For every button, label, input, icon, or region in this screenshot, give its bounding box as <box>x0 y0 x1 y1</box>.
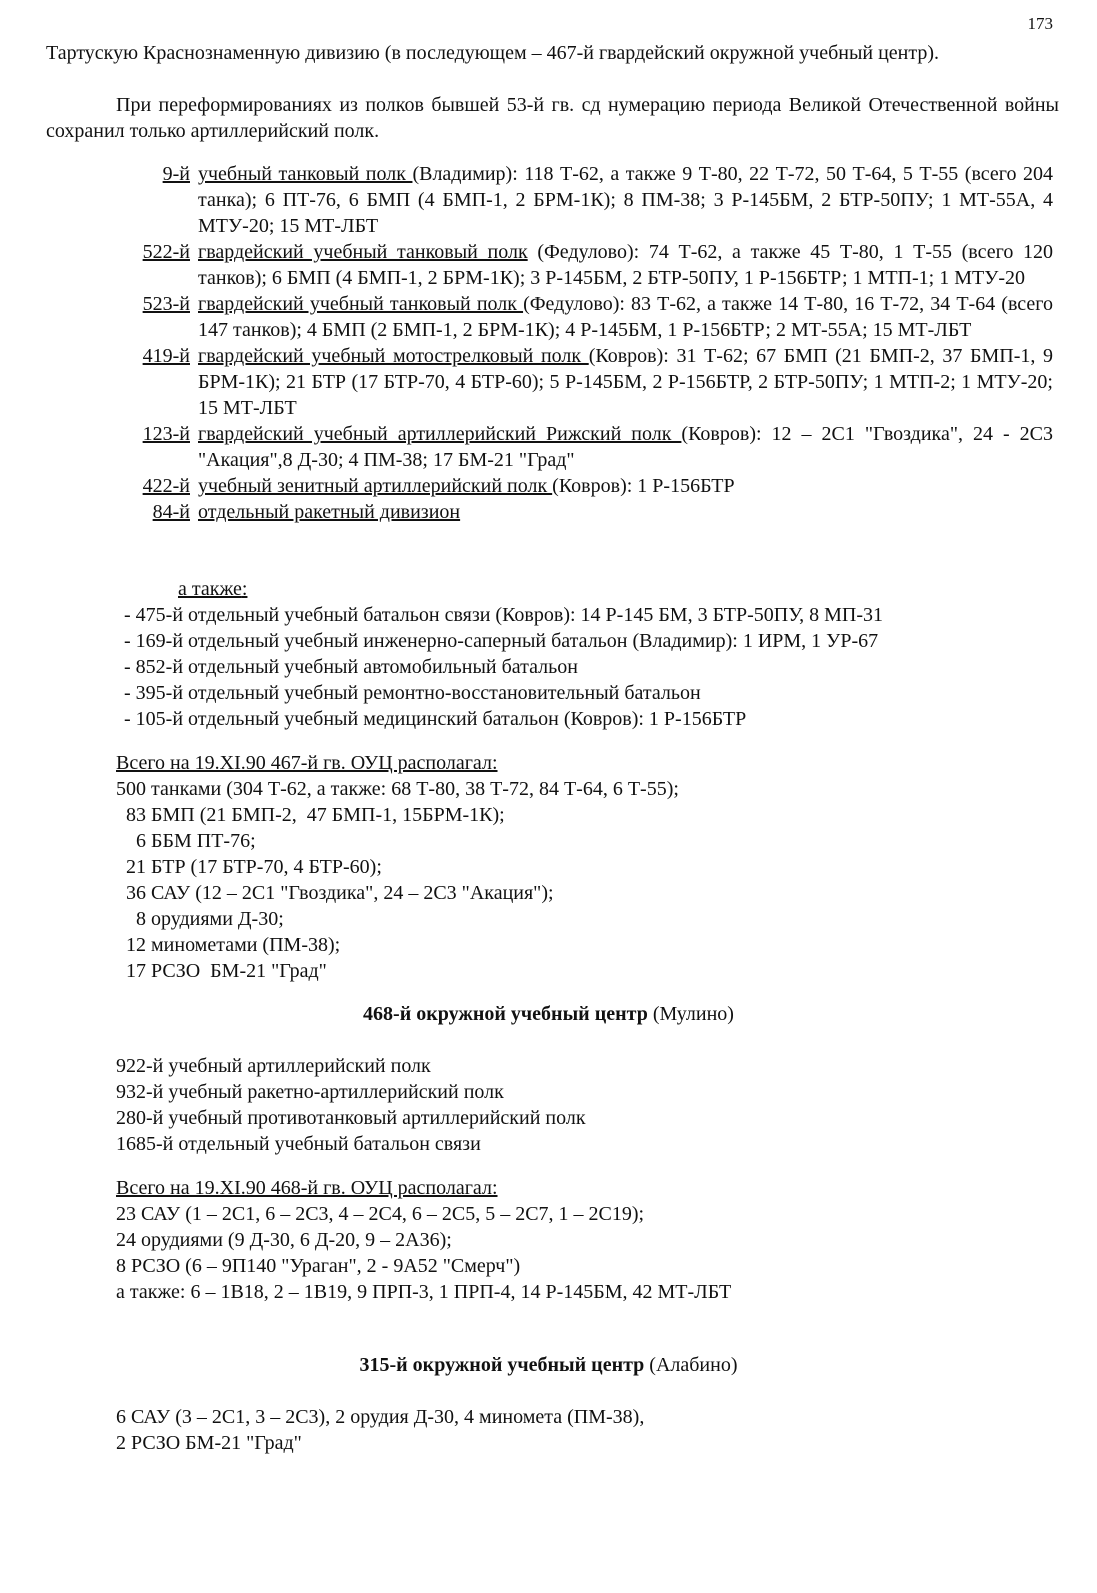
page-number: 173 <box>1027 14 1053 33</box>
summary-line: а также: 6 – 1В18, 2 – 1В19, 9 ПРП-3, 1 ПРП-4, 14 Р-145БМ, 42 МТ-ЛБТ <box>116 1281 732 1303</box>
summary-line: 2 РСЗО БМ-21 "Град" <box>116 1432 302 1454</box>
regiment-title: учебный танковый полк <box>198 163 413 185</box>
regiment-title: гвардейский учебный танковый полк <box>198 241 528 263</box>
regiment-item <box>120 291 1053 343</box>
summary-heading: Всего на 19.XI.90 467-й гв. ОУЦ располагал: <box>116 752 498 774</box>
summary-line: 6 ББМ ПТ-76; <box>116 830 256 852</box>
also-list <box>124 602 1057 732</box>
list-item: - 475-й отдельный учебный батальон связи (Ковров): 14 Р-145 БМ, 3 БТР-50ПУ, 8 МП-31 <box>124 604 884 626</box>
regiment-title: гвардейский учебный артиллерийский Рижский полк <box>198 423 682 445</box>
regiment-number: 422-й <box>142 475 190 497</box>
units-468 <box>116 1053 1057 1157</box>
regiment-number: 123-й <box>142 423 190 445</box>
regiment-number: 9-й <box>162 163 190 185</box>
list-item: 280-й учебный противотанковый артиллерийский полк <box>116 1107 586 1129</box>
regiment-details: (Ковров): 12 – 2С1 "Гвоздика", 24 - 2С3 "Акация",8 Д-30; 4 ПМ-38; 17 БМ-21 "Град" <box>198 423 1053 471</box>
regiment-title: отдельный ракетный дивизион <box>198 501 461 523</box>
summary-line: 36 САУ (12 – 2С1 "Гвоздика", 24 – 2С3 "Акация"); <box>116 882 554 904</box>
summary-heading: Всего на 19.XI.90 468-й гв. ОУЦ располагал: <box>116 1177 498 1199</box>
regiment-title: гвардейский учебный танковый полк <box>198 293 524 315</box>
summary-468 <box>116 1175 1057 1305</box>
summary-line: 83 БМП (21 БМП-2, 47 БМП-1, 15БРМ-1К); <box>116 804 505 826</box>
intro-paragraph-1: Тартускую Краснознаменную дивизию (в последующем – 467-й гвардейский окружной учебный центр). <box>46 42 940 64</box>
regiment-item <box>120 239 1053 291</box>
regiment-details: (Ковров): 31 Т-62; 67 БМП (21 БМП-2, 37 БМП-1, 9 БРМ-1К); 21 БТР (17 БТР-70, 4 БТР-60); 5 Р-145БМ, 2 Р-156БТР, 2 БТР-50ПУ; 1 МТП-2; 1 МТУ-20; 15 МТ-ЛБТ <box>198 345 1053 419</box>
list-item: - 169-й отдельный учебный инженерно-саперный батальон (Владимир): 1 ИРМ, 1 УР-67 <box>124 630 879 652</box>
list-item: 932-й учебный ракетно-артиллерийский полк <box>116 1081 504 1103</box>
regiment-item <box>120 343 1053 421</box>
regiment-details: (Федулово): 83 Т-62, а также 14 Т-80, 16 Т-72, 34 Т-64 (всего 147 танков); 4 БМП (2 БМП-1, 2 БРМ-1К); 4 Р-145БМ, 1 Р-156БТР; 2 МТ-55А; 15 МТ-ЛБТ <box>198 293 1053 341</box>
list-item: - 105-й отдельный учебный медицинский батальон (Ковров): 1 Р-156БТР <box>124 708 747 730</box>
list-item: 1685-й отдельный учебный батальон связи <box>116 1133 481 1155</box>
summary-line: 12 минометами (ПМ-38); <box>116 934 341 956</box>
summary-line: 6 САУ (3 – 2С1, 3 – 2С3), 2 орудия Д-30, 4 миномета (ПМ-38), <box>116 1406 645 1428</box>
regiment-details: (Ковров): 1 Р-156БТР <box>552 475 735 497</box>
regiment-item <box>120 421 1053 473</box>
regiment-number: 84-й <box>152 501 190 523</box>
regiment-item <box>120 499 1053 525</box>
list-item: 922-й учебный артиллерийский полк <box>116 1055 431 1077</box>
regiment-title: гвардейский учебный мотострелковый полк <box>198 345 589 367</box>
summary-line: 8 орудиями Д-30; <box>116 908 284 930</box>
regiment-number: 523-й <box>142 293 190 315</box>
regiment-details: (Федулово): 74 Т-62, а также 45 Т-80, 1 Т-55 (всего 120 танков); 6 БМП (4 БМП-1, 2 БРМ-1К); 3 Р-145БМ, 2 БТР-50ПУ, 1 Р-156БТР; 1 МТП-1; 1 МТУ-20 <box>198 241 1053 289</box>
regiment-details: (Владимир): 118 Т-62, а также 9 Т-80, 22 Т-72, 50 Т-64, 5 Т-55 (всего 204 танка); 6 ПТ-76, 6 БМП (4 БМП-1, 2 БРМ-1К); 8 ПМ-38; 3 Р-145БМ, 2 БТР-50ПУ; 1 МТ-55А, 4 МТУ-20; 15 МТ-ЛБТ <box>198 163 1053 237</box>
intro-paragraph-2: При переформированиях из полков бывшей 53-й гв. сд нумерацию периода Великой Отечественной войны сохранил только артиллерийский полк. <box>46 94 1059 142</box>
summary-line: 23 САУ (1 – 2С1, 6 – 2С3, 4 – 2С4, 6 – 2С5, 5 – 2С7, 1 – 2С19); <box>116 1203 645 1225</box>
regiment-title: учебный зенитный артиллерийский полк <box>198 475 553 497</box>
section-heading-315: 315-й окружной учебный центр (Алабино) <box>359 1354 738 1376</box>
summary-line: 500 танками (304 Т-62, а также: 68 Т-80, 38 Т-72, 84 Т-64, 6 Т-55); <box>116 778 679 800</box>
regiment-item <box>120 473 1053 499</box>
list-item: - 395-й отдельный учебный ремонтно-восстановительный батальон <box>124 682 701 704</box>
summary-line: 21 БТР (17 БТР-70, 4 БТР-60); <box>116 856 382 878</box>
also-heading: а также: <box>178 578 248 600</box>
summary-line: 8 РСЗО (6 – 9П140 "Ураган", 2 - 9А52 "Смерч") <box>116 1255 521 1277</box>
list-item: - 852-й отдельный учебный автомобильный батальон <box>124 656 578 678</box>
regiment-number: 522-й <box>142 241 190 263</box>
summary-315 <box>116 1404 1057 1456</box>
regiment-number: 419-й <box>142 345 190 367</box>
summary-line: 17 РСЗО БМ-21 "Град" <box>116 960 327 982</box>
summary-line: 24 орудиями (9 Д-30, 6 Д-20, 9 – 2А36); <box>116 1229 452 1251</box>
section-heading-468: 468-й окружной учебный центр (Мулино) <box>363 1003 734 1025</box>
regiment-list <box>120 161 1053 525</box>
regiment-item <box>120 161 1053 239</box>
summary-467 <box>116 750 1057 984</box>
